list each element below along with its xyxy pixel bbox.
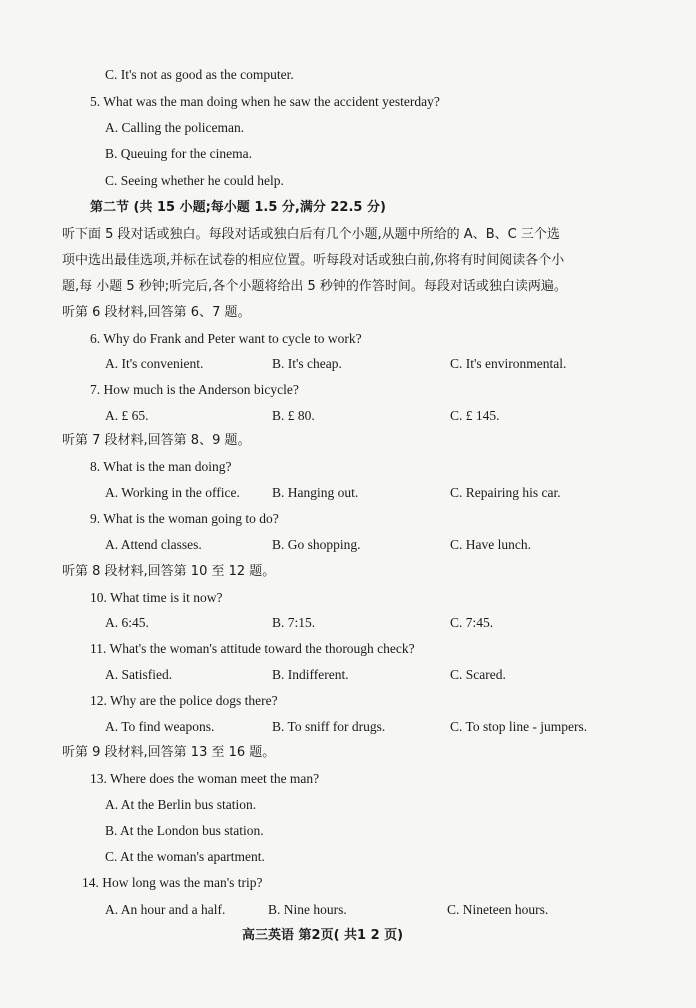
q9-option-a: A. Attend classes. bbox=[105, 537, 202, 552]
q7-option-b: B. £ 80. bbox=[272, 408, 315, 423]
q10-question: 10. What time is it now? bbox=[90, 590, 223, 605]
q11-option-a: A. Satisfied. bbox=[105, 667, 173, 682]
q6-option-c: C. It's environmental. bbox=[450, 356, 567, 371]
q6-option-b: B. It's cheap. bbox=[272, 356, 342, 371]
q6-question: 6. Why do Frank and Peter want to cycle to work? bbox=[90, 331, 362, 346]
q5-option-c: C. Seeing whether he could help. bbox=[105, 173, 284, 188]
q10-option-b: B. 7:15. bbox=[272, 615, 316, 630]
group7-intro: 听第 7 段材料,回答第 8、9 题。 bbox=[62, 433, 251, 448]
q8-option-a: A. Working in the office. bbox=[105, 485, 240, 500]
q13-question: 13. Where does the woman meet the man? bbox=[90, 771, 320, 786]
group6-intro: 听第 6 段材料,回答第 6、7 题。 bbox=[62, 305, 251, 320]
q5-question: 5. What was the man doing when he saw the accident yesterday? bbox=[90, 94, 440, 109]
q9-option-c: C. Have lunch. bbox=[450, 537, 531, 552]
group8-intro: 听第 8 段材料,回答第 10 至 12 题。 bbox=[62, 564, 276, 579]
q14-question: 14. How long was the man's trip? bbox=[82, 875, 263, 890]
q13-option-a: A. At the Berlin bus station. bbox=[105, 797, 257, 812]
q4-option-c: C. It's not as good as the computer. bbox=[105, 67, 294, 82]
section-instruction-line-3: 题,每 小题 5 秒钟;听完后,各个小题将给出 5 秒钟的作答时间。每段对话或独白读两遍。 bbox=[62, 279, 567, 294]
q11-question: 11. What's the woman's attitude toward the thorough check? bbox=[90, 641, 415, 656]
q7-option-c: C. £ 145. bbox=[450, 408, 500, 423]
q9-question: 9. What is the woman going to do? bbox=[90, 511, 279, 526]
q11-option-c: C. Scared. bbox=[450, 667, 506, 682]
q11-option-b: B. Indifferent. bbox=[272, 667, 349, 682]
q7-question: 7. How much is the Anderson bicycle? bbox=[90, 382, 299, 397]
q14-option-c: C. Nineteen hours. bbox=[447, 902, 549, 917]
q12-question: 12. Why are the police dogs there? bbox=[90, 693, 278, 708]
q14-option-b: B. Nine hours. bbox=[268, 902, 347, 917]
q5-option-b: B. Queuing for the cinema. bbox=[105, 146, 252, 161]
q13-option-c: C. At the woman's apartment. bbox=[105, 849, 265, 864]
page-footer: 高三英语 第2页( 共1 2 页) bbox=[242, 928, 404, 943]
q8-question: 8. What is the man doing? bbox=[90, 459, 232, 474]
q12-option-a: A. To find weapons. bbox=[105, 719, 215, 734]
q7-option-a: A. £ 65. bbox=[105, 408, 149, 423]
q5-option-a: A. Calling the policeman. bbox=[105, 120, 245, 135]
q12-option-c: C. To stop line - jumpers. bbox=[450, 719, 588, 734]
q10-option-a: A. 6:45. bbox=[105, 615, 149, 630]
q12-option-b: B. To sniff for drugs. bbox=[272, 719, 386, 734]
q14-option-a: A. An hour and a half. bbox=[105, 902, 226, 917]
q8-option-b: B. Hanging out. bbox=[272, 485, 359, 500]
q13-option-b: B. At the London bus station. bbox=[105, 823, 264, 838]
q10-option-c: C. 7:45. bbox=[450, 615, 494, 630]
section-instruction-line-2: 项中选出最佳选项,并标在试卷的相应位置。听每段对话或独白前,你将有时间阅读各个小 bbox=[62, 253, 565, 268]
section-heading: 第二节 (共 15 小题;每小题 1.5 分,满分 22.5 分) bbox=[90, 200, 386, 215]
q6-option-a: A. It's convenient. bbox=[105, 356, 204, 371]
section-instruction-line-1: 听下面 5 段对话或独白。每段对话或独白后有几个小题,从题中所给的 A、B、C 三个选 bbox=[62, 227, 560, 242]
q8-option-c: C. Repairing his car. bbox=[450, 485, 561, 500]
q9-option-b: B. Go shopping. bbox=[272, 537, 361, 552]
group9-intro: 听第 9 段材料,回答第 13 至 16 题。 bbox=[62, 745, 276, 760]
